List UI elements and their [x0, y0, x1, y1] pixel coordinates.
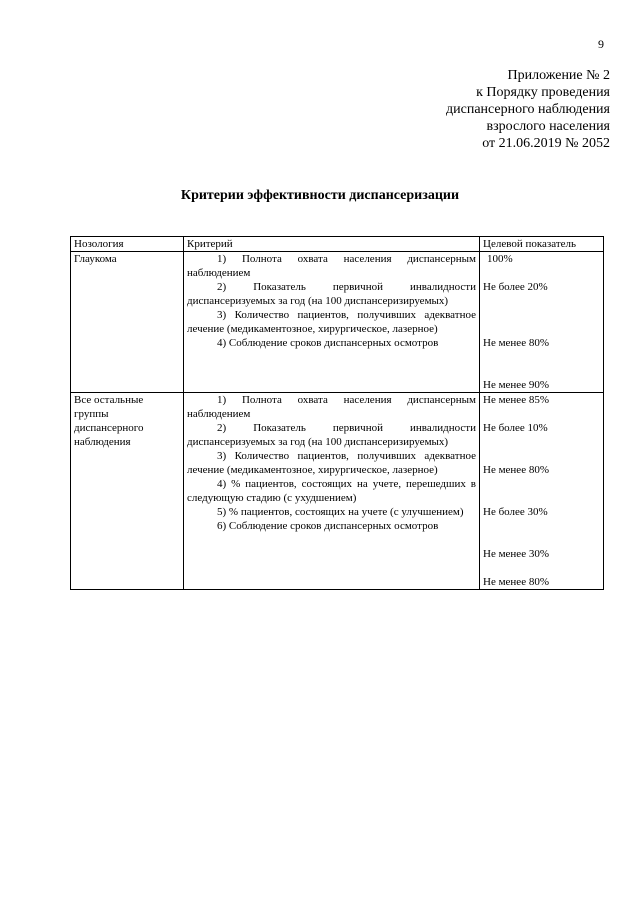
criterion-text: Количество пациентов, получивших адекватное лечение (медикаментозное, хирургическое, лазерное)	[187, 309, 476, 335]
header-criterion: Критерий	[184, 237, 480, 252]
criterion-item	[187, 336, 476, 350]
criterion-text: Соблюдение сроков диспансерных осмотров	[228, 337, 439, 349]
criterion-number: 2)	[217, 422, 227, 434]
criterion-number: 1)	[217, 253, 227, 265]
criterion-item	[187, 421, 476, 449]
criterion-item	[187, 280, 476, 308]
criterion-item	[187, 477, 476, 505]
criterion-item	[187, 393, 476, 421]
target-value: Не менее 80%	[483, 576, 549, 588]
criterion-text: Соблюдение сроков диспансерных осмотров	[228, 520, 439, 532]
appendix-line: взрослого населения	[486, 119, 610, 134]
target-value: Не менее 80%	[483, 464, 549, 476]
target-cell	[480, 252, 604, 393]
criteria-cell	[184, 393, 480, 590]
criterion-number: 6)	[217, 520, 227, 532]
nosology-cell: Все остальные группы диспансерного наблюдения	[71, 393, 184, 590]
criterion-item	[187, 519, 476, 533]
criteria-table	[70, 236, 604, 590]
target-value: Не более 10%	[483, 422, 548, 434]
target-value: Не менее 85%	[483, 394, 549, 406]
criterion-item	[187, 505, 476, 519]
criterion-number: 1)	[217, 394, 227, 406]
criterion-text: Количество пациентов, получивших адекватное лечение (медикаментозное, хирургическое, лазерное)	[187, 450, 476, 476]
criterion-text: % пациентов, состоящих на учете, перешедших в следующую стадию (с ухудшением)	[187, 478, 477, 504]
criterion-text: Полнота охвата населения диспансерным наблюдением	[187, 253, 476, 279]
criterion-item	[187, 252, 476, 280]
criterion-number: 3)	[217, 450, 227, 462]
criterion-item	[187, 308, 476, 336]
criterion-number: 4)	[217, 337, 227, 349]
target-cell	[480, 393, 604, 590]
header-target: Целевой показатель	[480, 237, 604, 252]
table-row	[71, 393, 604, 590]
page-number: 9	[598, 37, 604, 51]
table-row	[71, 252, 604, 393]
target-value: Не менее 80%	[483, 337, 549, 349]
document-title: Критерии эффективности диспансеризации	[180, 188, 460, 203]
appendix-line: Приложение № 2	[507, 68, 610, 83]
appendix-line: к Порядку проведения	[476, 85, 610, 100]
appendix-line: от 21.06.2019 № 2052	[482, 136, 610, 151]
criterion-number: 5)	[217, 506, 227, 518]
appendix-line: диспансерного наблюдения	[446, 102, 610, 117]
table-header-row	[71, 237, 604, 252]
criterion-number: 2)	[217, 281, 227, 293]
target-value: Не менее 90%	[483, 379, 549, 391]
criterion-item	[187, 449, 476, 477]
criteria-cell	[184, 252, 480, 393]
target-value: Не более 30%	[483, 506, 548, 518]
criterion-text: Показатель первичной инвалидности диспансеризуемых за год (на 100 диспансеризируемых)	[187, 281, 477, 307]
target-value: Не менее 30%	[483, 548, 549, 560]
header-nosology: Нозология	[71, 237, 184, 252]
nosology-cell: Глаукома	[71, 252, 184, 393]
criterion-number: 3)	[217, 309, 227, 321]
target-value: 100%	[487, 253, 513, 265]
criterion-text: Полнота охвата населения диспансерным наблюдением	[187, 394, 476, 420]
criterion-number: 4)	[217, 478, 227, 490]
criterion-text: % пациентов, состоящих на учете (с улучшением)	[228, 506, 464, 518]
appendix-header	[350, 67, 610, 152]
criterion-text: Показатель первичной инвалидности диспансеризуемых за год (на 100 диспансеризируемых)	[187, 422, 477, 448]
target-value: Не более 20%	[483, 281, 548, 293]
